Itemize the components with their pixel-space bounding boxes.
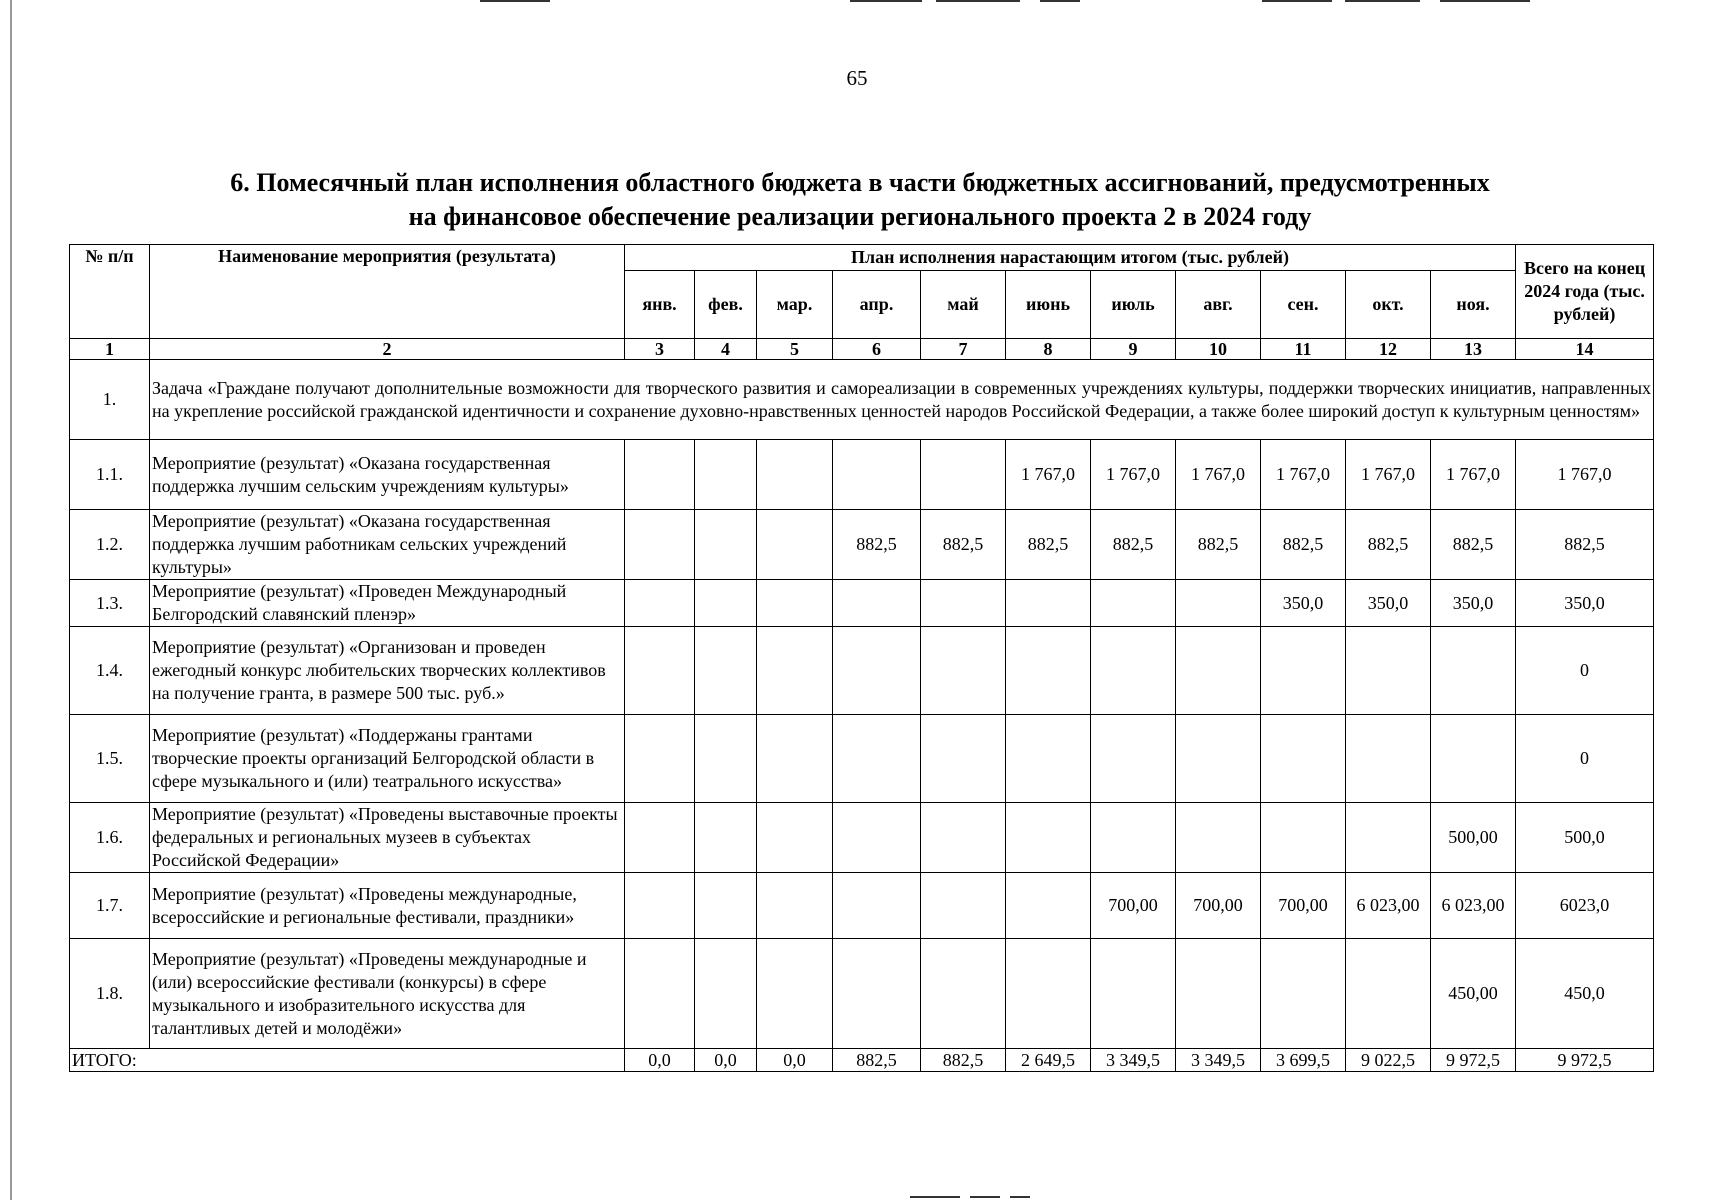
month-value-cell (921, 873, 1006, 939)
month-value-cell (695, 510, 757, 580)
month-value-cell (921, 440, 1006, 510)
month-value-cell (1261, 627, 1346, 715)
task-text: Задача «Граждане получают дополнительные возможности для творческого развития и самореализации в современных учреждениях культуры, поддержки творческих инициатив, направленных на укрепление российской гражданской идентичности и сохранение духовно-нравственных ценностей народов Российской Федерации, а также более широкий доступ к культурным ценностям» (150, 360, 1654, 440)
row-number: 1.1. (70, 440, 150, 510)
row-activity-name: Мероприятие (результат) «Проведены международные, всероссийские и региональные фестивали, праздники» (150, 873, 625, 939)
month-value-cell (695, 580, 757, 627)
row-number: 1.5. (70, 715, 150, 803)
month-value-cell (695, 873, 757, 939)
month-value-cell (1006, 803, 1091, 873)
month-value-cell: 1 767,0 (1006, 440, 1091, 510)
totals-month-cell: 2 649,5 (1006, 1049, 1091, 1072)
month-value-cell (921, 715, 1006, 803)
month-value-cell (921, 627, 1006, 715)
column-number: 2 (150, 339, 625, 360)
column-number: 4 (695, 339, 757, 360)
header-month: июль (1091, 271, 1176, 339)
row-activity-name: Мероприятие (результат) «Оказана государственная поддержка лучшим работникам сельских учреждений культуры» (150, 510, 625, 580)
month-value-cell (921, 580, 1006, 627)
page-title (120, 166, 1600, 234)
month-value-cell (625, 715, 695, 803)
month-value-cell: 882,5 (1176, 510, 1261, 580)
row-activity-name: Мероприятие (результат) «Проведен Международный Белгородский славянский пленэр» (150, 580, 625, 627)
totals-month-cell: 9 022,5 (1346, 1049, 1431, 1072)
month-value-cell: 882,5 (1091, 510, 1176, 580)
month-value-cell (1006, 873, 1091, 939)
scan-top-edge-marks (0, 0, 1714, 4)
header-month: апр. (833, 271, 921, 339)
column-number: 7 (921, 339, 1006, 360)
row-total-cell: 882,5 (1516, 510, 1654, 580)
month-value-cell: 350,0 (1261, 580, 1346, 627)
month-value-cell: 700,00 (1176, 873, 1261, 939)
month-value-cell: 6 023,00 (1431, 873, 1516, 939)
month-value-cell: 1 767,0 (1261, 440, 1346, 510)
month-value-cell (1431, 627, 1516, 715)
month-value-cell: 1 767,0 (1431, 440, 1516, 510)
month-value-cell: 882,5 (1261, 510, 1346, 580)
month-value-cell: 1 767,0 (1091, 440, 1176, 510)
row-total-cell: 350,0 (1516, 580, 1654, 627)
column-number: 10 (1176, 339, 1261, 360)
row-number: 1.4. (70, 627, 150, 715)
column-number: 6 (833, 339, 921, 360)
totals-month-cell: 3 349,5 (1091, 1049, 1176, 1072)
totals-month-cell: 0,0 (625, 1049, 695, 1072)
month-value-cell: 882,5 (1006, 510, 1091, 580)
month-value-cell (1346, 715, 1431, 803)
month-value-cell (1176, 803, 1261, 873)
totals-month-cell: 882,5 (833, 1049, 921, 1072)
totals-month-cell: 0,0 (757, 1049, 833, 1072)
column-number: 1 (70, 339, 150, 360)
month-value-cell: 882,5 (1431, 510, 1516, 580)
month-value-cell: 882,5 (921, 510, 1006, 580)
month-value-cell: 882,5 (1346, 510, 1431, 580)
month-value-cell (625, 873, 695, 939)
column-number: 13 (1431, 339, 1516, 360)
month-value-cell (833, 715, 921, 803)
task-row (70, 360, 1654, 440)
month-value-cell (833, 440, 921, 510)
month-value-cell (1091, 715, 1176, 803)
column-number: 14 (1516, 339, 1654, 360)
header-month: фев. (695, 271, 757, 339)
column-number: 5 (757, 339, 833, 360)
row-total-cell: 500,0 (1516, 803, 1654, 873)
header-month: янв. (625, 271, 695, 339)
totals-month-cell: 0,0 (695, 1049, 757, 1072)
header-plan: План исполнения нарастающим итогом (тыс. рублей) (625, 245, 1516, 271)
month-value-cell (833, 580, 921, 627)
month-value-cell (625, 627, 695, 715)
header-month: мар. (757, 271, 833, 339)
row-activity-name: Мероприятие (результат) «Организован и проведен ежегодный конкурс любительских творческих коллективов на получение гранта, в размере 500 тыс. руб.» (150, 627, 625, 715)
month-value-cell: 882,5 (833, 510, 921, 580)
month-value-cell: 1 767,0 (1176, 440, 1261, 510)
month-value-cell (625, 440, 695, 510)
task-number: 1. (70, 360, 150, 440)
month-value-cell (757, 440, 833, 510)
row-total-cell: 0 (1516, 627, 1654, 715)
header-name: Наименование мероприятия (результата) (150, 245, 625, 339)
month-value-cell (625, 939, 695, 1049)
month-value-cell (1261, 715, 1346, 803)
totals-month-cell: 3 349,5 (1176, 1049, 1261, 1072)
row-activity-name: Мероприятие (результат) «Проведены выставочные проекты федеральных и региональных музеев в субъектах Российской Федерации» (150, 803, 625, 873)
month-value-cell (757, 873, 833, 939)
month-value-cell (757, 580, 833, 627)
month-value-cell (1346, 939, 1431, 1049)
month-value-cell (921, 939, 1006, 1049)
totals-row (70, 1049, 1654, 1072)
month-value-cell (695, 627, 757, 715)
column-number: 8 (1006, 339, 1091, 360)
month-value-cell (625, 580, 695, 627)
row-number: 1.3. (70, 580, 150, 627)
table-row (70, 440, 1654, 510)
month-value-cell (757, 803, 833, 873)
page-number: 65 (846, 66, 868, 90)
month-value-cell (1006, 939, 1091, 1049)
table-row (70, 939, 1654, 1049)
header-month: ноя. (1431, 271, 1516, 339)
month-value-cell (757, 627, 833, 715)
month-value-cell (695, 715, 757, 803)
table-row (70, 715, 1654, 803)
month-value-cell (1176, 627, 1261, 715)
month-value-cell: 1 767,0 (1346, 440, 1431, 510)
month-value-cell (1346, 803, 1431, 873)
month-value-cell (757, 715, 833, 803)
row-total-cell: 6023,0 (1516, 873, 1654, 939)
month-value-cell: 6 023,00 (1346, 873, 1431, 939)
row-number: 1.6. (70, 803, 150, 873)
month-value-cell (1176, 939, 1261, 1049)
month-value-cell: 700,00 (1091, 873, 1176, 939)
row-activity-name: Мероприятие (результат) «Поддержаны грантами творческие проекты организаций Белгородской области в сфере музыкального и (или) театрального искусства» (150, 715, 625, 803)
column-number: 9 (1091, 339, 1176, 360)
month-value-cell: 500,00 (1431, 803, 1516, 873)
month-value-cell (1346, 627, 1431, 715)
month-value-cell (1091, 803, 1176, 873)
title-line-2: на финансовое обеспечение реализации регионального проекта 2 в 2024 году (408, 202, 1312, 231)
totals-month-cell: 3 699,5 (1261, 1049, 1346, 1072)
month-value-cell (1006, 580, 1091, 627)
column-number: 11 (1261, 339, 1346, 360)
month-value-cell (833, 939, 921, 1049)
scan-left-edge (10, 0, 12, 1200)
header-month: сен. (1261, 271, 1346, 339)
totals-label: ИТОГО: (70, 1049, 625, 1072)
month-value-cell (1006, 627, 1091, 715)
month-value-cell (833, 873, 921, 939)
grand-total-cell: 9 972,5 (1516, 1049, 1654, 1072)
month-value-cell (921, 803, 1006, 873)
column-number: 3 (625, 339, 695, 360)
header-month: окт. (1346, 271, 1431, 339)
row-total-cell: 1 767,0 (1516, 440, 1654, 510)
month-value-cell: 450,00 (1431, 939, 1516, 1049)
header-month: май (921, 271, 1006, 339)
month-value-cell (695, 803, 757, 873)
row-activity-name: Мероприятие (результат) «Проведены международные и (или) всероссийские фестивали (конкурсы) в сфере музыкального и изобразительного искусства для талантливых детей и молодёжи» (150, 939, 625, 1049)
table-row (70, 873, 1654, 939)
month-value-cell (757, 510, 833, 580)
month-value-cell (1431, 715, 1516, 803)
header-month: июнь (1006, 271, 1091, 339)
table-row (70, 627, 1654, 715)
header-month: авг. (1176, 271, 1261, 339)
month-value-cell (625, 510, 695, 580)
table-row (70, 803, 1654, 873)
totals-month-cell: 882,5 (921, 1049, 1006, 1072)
budget-plan-table (69, 244, 1654, 1072)
row-total-cell: 0 (1516, 715, 1654, 803)
month-value-cell (1006, 715, 1091, 803)
row-number: 1.2. (70, 510, 150, 580)
month-value-cell: 350,0 (1431, 580, 1516, 627)
month-value-cell (1091, 627, 1176, 715)
month-value-cell (1091, 580, 1176, 627)
month-value-cell (695, 939, 757, 1049)
header-no: № п/п (70, 245, 150, 339)
month-value-cell: 350,0 (1346, 580, 1431, 627)
month-value-cell (695, 440, 757, 510)
month-value-cell (1176, 580, 1261, 627)
row-number: 1.8. (70, 939, 150, 1049)
row-total-cell: 450,0 (1516, 939, 1654, 1049)
totals-month-cell: 9 972,5 (1431, 1049, 1516, 1072)
title-line-1: 6. Помесячный план исполнения областного бюджета в части бюджетных ассигнований, предусмотренных (230, 168, 1490, 197)
month-value-cell (833, 627, 921, 715)
header-total: Всего на конец 2024 года (тыс. рублей) (1516, 245, 1654, 339)
month-value-cell: 700,00 (1261, 873, 1346, 939)
month-value-cell (833, 803, 921, 873)
month-value-cell (1091, 939, 1176, 1049)
month-value-cell (757, 939, 833, 1049)
row-number: 1.7. (70, 873, 150, 939)
table-row (70, 580, 1654, 627)
column-number: 12 (1346, 339, 1431, 360)
month-value-cell (1176, 715, 1261, 803)
month-value-cell (625, 803, 695, 873)
month-value-cell (1261, 803, 1346, 873)
table-row (70, 510, 1654, 580)
row-activity-name: Мероприятие (результат) «Оказана государственная поддержка лучшим сельским учреждениям культуры» (150, 440, 625, 510)
month-value-cell (1261, 939, 1346, 1049)
